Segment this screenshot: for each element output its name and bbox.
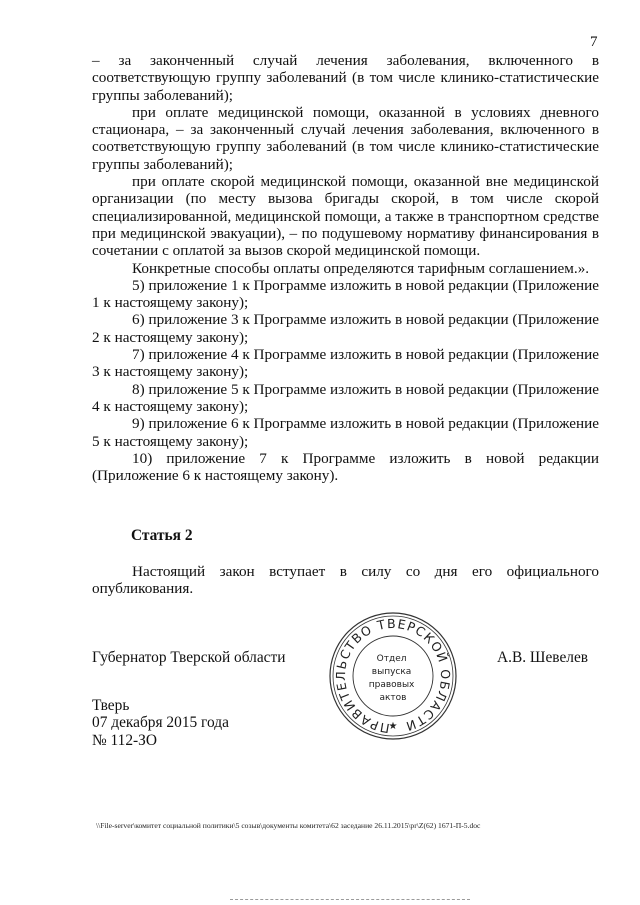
place-date-block	[92, 697, 229, 749]
governor-title: Губернатор Тверской области	[92, 649, 286, 666]
body-paragraph: – за законченный случай лечения заболевания, включенного в соответствующую группу заболеваний (в том числе клинико-статистические группы заболеваний);	[92, 52, 599, 104]
stamp-star-icon: ★	[388, 721, 398, 732]
article-title: Статья 2	[131, 527, 193, 544]
body-paragraph: Конкретные способы оплаты определяются тарифным соглашением.».	[132, 259, 590, 277]
stamp-center-line: правовых	[368, 680, 415, 690]
svg-text:Отдел выпуска правовых	[369, 654, 418, 703]
bottom-divider	[230, 899, 470, 900]
body-paragraph: 7) приложение 4 к Программе изложить в новой редакции (Приложение 3 к настоящему закону);	[92, 346, 599, 381]
article-text-block	[92, 563, 599, 598]
law-body-text	[92, 52, 599, 484]
city: Тверь	[92, 697, 130, 714]
official-stamp	[327, 610, 459, 742]
body-paragraph: 8) приложение 5 к Программе изложить в новой редакции (Приложение 4 к настоящему закону);	[92, 380, 599, 415]
body-paragraph: при оплате скорой медицинской помощи, оказанной вне медицинской организации (по месту вызова бригады скорой, в том числе скорой специализированной, медицинской помощи, а также в транспортном средстве при медицинской эвакуации), – по подушевому нормативу финансирования в сочетании с оплатой за вызов скорой медицинской помощи.	[92, 173, 599, 260]
stamp-center-line: актов	[379, 693, 407, 703]
governor-name: А.В. Шевелев	[497, 649, 589, 666]
body-paragraph: 6) приложение 3 к Программе изложить в новой редакции (Приложение 2 к настоящему закону);	[92, 311, 599, 346]
stamp-center-line: выпуска	[371, 667, 412, 677]
body-paragraph: 9) приложение 6 к Программе изложить в новой редакции (Приложение 5 к настоящему закону);	[92, 415, 599, 450]
body-paragraph: 10) приложение 7 к Программе изложить в новой редакции (Приложение 6 к настоящему закону).	[92, 449, 599, 485]
stamp-center-line: Отдел	[376, 654, 407, 664]
file-path-footer: \\File-server\комитет социальной политики\5 созыв\документы комитета\62 заседание 26.11.2015\pr\Z(62) 1671-П-5.doc	[96, 821, 481, 830]
law-number: № 112-ЗО	[92, 731, 157, 749]
page-number: 7	[590, 34, 598, 50]
stamp-ring-text: ПРАВИТЕЛЬСТВО ТВЕРСКОЙ ОБЛАСТИ	[332, 615, 454, 737]
body-paragraph: 5) приложение 1 к Программе изложить в новой редакции (Приложение 1 к настоящему закону);	[92, 276, 599, 312]
law-date: 07 декабря 2015 года	[92, 714, 229, 732]
body-paragraph: при оплате медицинской помощи, оказанной в условиях дневного стационара, – за законченный случай лечения заболевания, включенного в соответствующую группу заболеваний (в том числе клинико-статистические группы заболеваний);	[92, 103, 599, 173]
article-text: Настоящий закон вступает в силу со дня его официального опубликования.	[92, 563, 599, 598]
